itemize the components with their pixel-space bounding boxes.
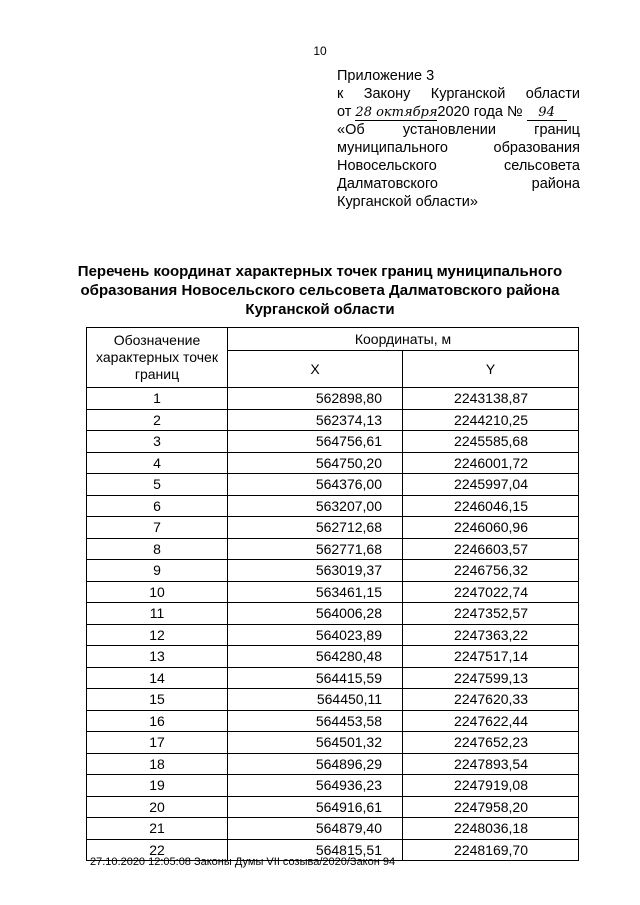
x-coordinate-cell: 564501,32 [228,732,403,754]
point-number-cell: 13 [87,646,228,668]
point-number-cell: 11 [87,603,228,625]
x-coordinate-cell: 564376,00 [228,474,403,496]
header-point-designation: Обозначение характерных точек границ [87,328,228,388]
footer-stamp: 27.10.2020 12:05:08 Законы Думы VII созыва/2020/Закон 94 [90,856,396,868]
x-coordinate-cell: 563461,15 [228,581,403,603]
table-row [87,603,579,625]
appendix-word: установлении [402,122,496,138]
table-row [87,495,579,517]
point-number-cell: 21 [87,818,228,840]
y-coordinate-cell: 2246046,15 [403,495,579,517]
header-coordinates: Координаты, м [228,328,579,351]
header-y: Y [403,351,579,388]
table-row [87,452,579,474]
point-number-cell: 4 [87,452,228,474]
x-coordinate-cell: 564936,23 [228,775,403,797]
point-number-cell: 6 [87,495,228,517]
y-coordinate-cell: 2244210,25 [403,409,579,431]
table-row [87,753,579,775]
y-coordinate-cell: 2247352,57 [403,603,579,625]
table-row [87,560,579,582]
header-x: X [228,351,403,388]
y-coordinate-cell: 2248036,18 [403,818,579,840]
y-coordinate-cell: 2247620,33 [403,689,579,711]
table-row [87,775,579,797]
table-row [87,710,579,732]
x-coordinate-cell: 564280,48 [228,646,403,668]
y-coordinate-cell: 2247517,14 [403,646,579,668]
handwritten-date: 28 октября [355,105,438,120]
appendix-word: Закону [363,86,411,102]
appendix-subject-line-3 [337,157,580,175]
page-number: 10 [313,44,327,58]
table-row [87,646,579,668]
appendix-word: образования [493,140,580,156]
point-number-cell: 3 [87,431,228,453]
appendix-word: границ [534,122,580,138]
appendix-subject-line-1 [337,121,580,139]
y-coordinate-cell: 2248169,70 [403,839,579,861]
date-prefix: от [337,104,352,120]
x-coordinate-cell: 563207,00 [228,495,403,517]
appendix-word: к [337,86,344,102]
x-coordinate-cell: 562771,68 [228,538,403,560]
point-number-cell: 2 [87,409,228,431]
y-coordinate-cell: 2247599,13 [403,667,579,689]
table-row [87,517,579,539]
x-coordinate-cell: 562898,80 [228,388,403,410]
point-number-cell: 19 [87,775,228,797]
table-row [87,581,579,603]
table-body [87,388,579,861]
y-coordinate-cell: 2246060,96 [403,517,579,539]
point-number-cell: 12 [87,624,228,646]
x-coordinate-cell: 562374,13 [228,409,403,431]
x-coordinate-cell: 564415,59 [228,667,403,689]
table-row [87,689,579,711]
appendix-word: Новосельского [337,158,437,174]
table-row [87,474,579,496]
y-coordinate-cell: 2247893,54 [403,753,579,775]
appendix-block [337,67,580,211]
point-number-cell: 18 [87,753,228,775]
x-coordinate-cell: 564750,20 [228,452,403,474]
x-coordinate-cell: 564006,28 [228,603,403,625]
table-row [87,409,579,431]
table-row [87,818,579,840]
y-coordinate-cell: 2246603,57 [403,538,579,560]
x-coordinate-cell: 564916,61 [228,796,403,818]
table-row [87,796,579,818]
y-coordinate-cell: 2245997,04 [403,474,579,496]
y-coordinate-cell: 2247919,08 [403,775,579,797]
x-coordinate-cell: 564756,61 [228,431,403,453]
x-coordinate-cell: 563019,37 [228,560,403,582]
appendix-date-line [337,103,580,121]
x-coordinate-cell: 562712,68 [228,517,403,539]
point-number-cell: 15 [87,689,228,711]
point-number-cell: 20 [87,796,228,818]
appendix-subject-line-2 [337,139,580,157]
x-coordinate-cell: 564023,89 [228,624,403,646]
x-coordinate-cell: 564879,40 [228,818,403,840]
point-number-cell: 7 [87,517,228,539]
appendix-subject-line-4 [337,175,580,193]
appendix-word: сельсовета [504,158,580,174]
appendix-word: «Об [337,122,365,138]
x-coordinate-cell: 564453,58 [228,710,403,732]
table-row [87,667,579,689]
x-coordinate-cell: 564896,29 [228,753,403,775]
appendix-word: района [531,176,580,192]
appendix-word: Далматовского [337,176,438,192]
appendix-word: области [525,86,580,102]
point-number-cell: 5 [87,474,228,496]
table-row [87,431,579,453]
y-coordinate-cell: 2247622,44 [403,710,579,732]
table-row [87,624,579,646]
document-title: Перечень координат характерных точек границ муниципального образования Новосельского сельсовета Далматовского района Курганской области [77,263,563,318]
table-row [87,388,579,410]
point-number-cell: 10 [87,581,228,603]
appendix-law-line [337,85,580,103]
y-coordinate-cell: 2247958,20 [403,796,579,818]
table-row [87,732,579,754]
point-number-cell: 1 [87,388,228,410]
y-coordinate-cell: 2247363,22 [403,624,579,646]
appendix-subject-line-5: Курганской области» [337,194,478,210]
appendix-title: Приложение 3 [337,68,435,84]
point-number-cell: 14 [87,667,228,689]
y-coordinate-cell: 2247022,74 [403,581,579,603]
table-row [87,538,579,560]
y-coordinate-cell: 2247652,23 [403,732,579,754]
point-number-cell: 9 [87,560,228,582]
point-number-cell: 16 [87,710,228,732]
y-coordinate-cell: 2243138,87 [403,388,579,410]
point-number-cell: 8 [87,538,228,560]
date-suffix: 2020 года № [437,104,523,120]
y-coordinate-cell: 2246001,72 [403,452,579,474]
handwritten-law-number: 94 [527,106,567,121]
point-number-cell: 22 [87,839,228,861]
coordinates-table [86,327,579,861]
point-number-cell: 17 [87,732,228,754]
y-coordinate-cell: 2246756,32 [403,560,579,582]
x-coordinate-cell: 564450,11 [228,689,403,711]
appendix-word: муниципального [337,140,448,156]
appendix-word: Курганской [430,86,506,102]
y-coordinate-cell: 2245585,68 [403,431,579,453]
x-coordinate-cell: 564815,51 [228,839,403,861]
